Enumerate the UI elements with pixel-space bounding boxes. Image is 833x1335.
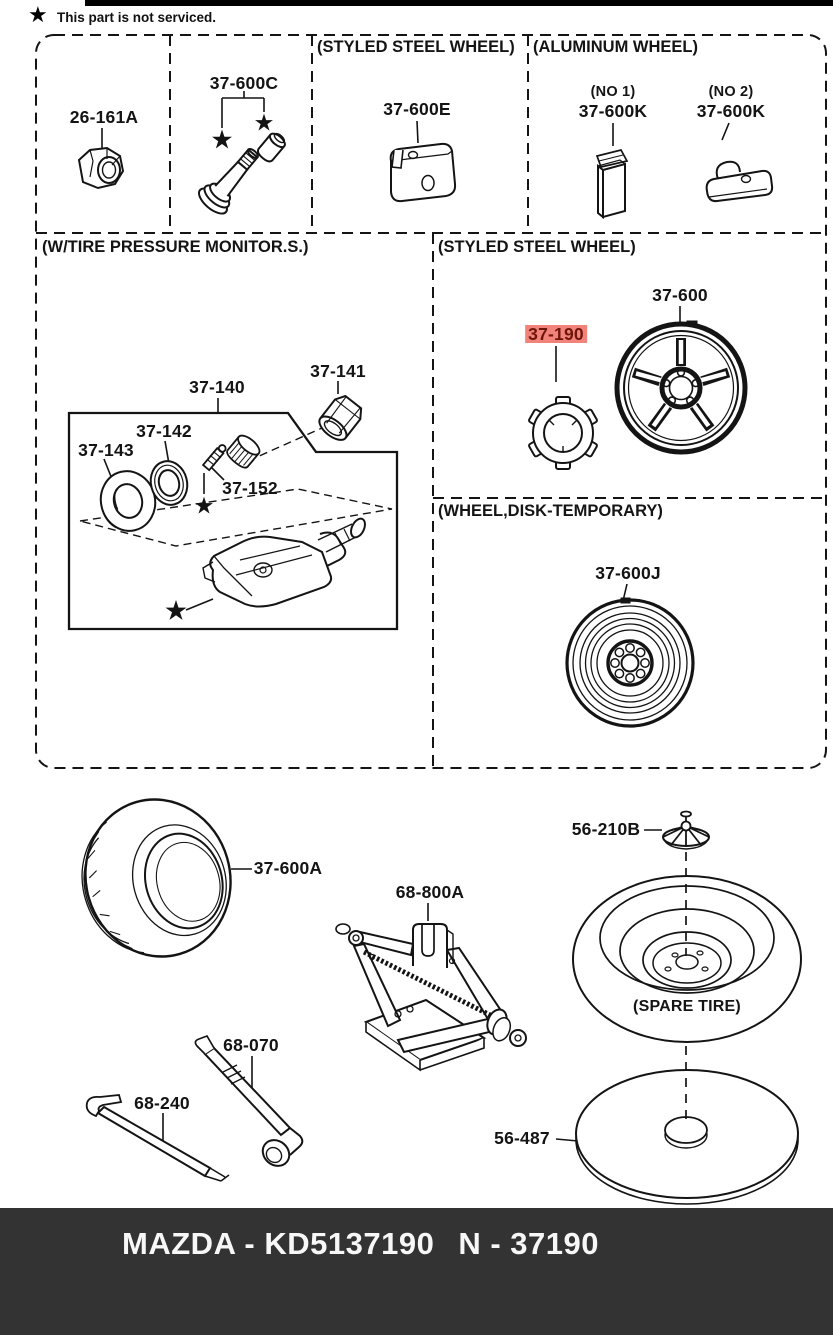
wrench-drawing — [195, 1036, 302, 1171]
part-label-56-210B[interactable]: 56-210B — [571, 819, 641, 839]
sensor-cap-drawing — [315, 392, 365, 444]
footer-bar — [0, 1208, 833, 1335]
spare-tire-drawing — [573, 876, 801, 1042]
lug-nut-drawing — [79, 148, 123, 188]
part-label-68-070[interactable]: 68-070 — [223, 1035, 279, 1055]
temporary-wheel-drawing — [567, 598, 693, 726]
part-label-37-600J[interactable]: 37-600J — [595, 563, 661, 583]
part-label-37-600K-no1[interactable]: 37-600K — [578, 101, 648, 121]
part-label-37-142[interactable]: 37-142 — [136, 421, 192, 441]
tire-drawing — [64, 782, 249, 975]
part-label-37-600[interactable]: 37-600 — [652, 285, 708, 305]
part-label-68-240[interactable]: 68-240 — [134, 1093, 190, 1113]
part-label-37-600E[interactable]: 37-600E — [383, 99, 451, 119]
part-label-37-141[interactable]: 37-141 — [310, 361, 366, 381]
legend-text: This part is not serviced. — [57, 10, 217, 25]
section-title-styled-steel-wheel-top: (STYLED STEEL WHEEL) — [317, 38, 515, 56]
star-icon — [255, 114, 273, 131]
valve-stem-drawing — [195, 130, 288, 218]
jack-drawing — [336, 924, 526, 1070]
part-label-68-800A[interactable]: 68-800A — [395, 882, 465, 902]
part-label-37-140[interactable]: 37-140 — [189, 377, 245, 397]
tpms-sensor-drawing — [203, 516, 368, 606]
stickon-weight-no1-drawing — [597, 150, 627, 217]
section-title-temporary-wheel: (WHEEL,DISK-TEMPORARY) — [438, 502, 663, 520]
footer-text — [122, 1226, 599, 1262]
footer-part-ref: N - 37190 — [458, 1226, 599, 1261]
part-label-37-152[interactable]: 37-152 — [222, 478, 278, 498]
star-icon — [195, 497, 213, 514]
part-label-37-600K-no2[interactable]: 37-600K — [696, 101, 766, 121]
part-label-37-600A[interactable]: 37-600A — [253, 858, 323, 878]
alloy-wheel-drawing — [617, 321, 745, 452]
footer-catalog-code: MAZDA - KD5137190 — [122, 1226, 435, 1261]
hub-cap-drawing — [528, 397, 597, 469]
cover-board-drawing — [576, 1070, 798, 1204]
star-icon — [212, 130, 232, 149]
part-label-37-190-highlighted[interactable]: 37-190 — [525, 325, 587, 343]
variant-label-no1: (NO 1) — [590, 84, 636, 100]
variant-label-no2: (NO 2) — [708, 84, 754, 100]
clipon-weight-no2-drawing — [707, 162, 772, 201]
balance-weight-drawing — [391, 144, 455, 201]
part-label-37-143[interactable]: 37-143 — [78, 440, 134, 460]
section-title-tpms: (W/TIRE PRESSURE MONITOR.S.) — [42, 238, 309, 256]
section-title-aluminum-wheel: (ALUMINUM WHEEL) — [533, 38, 698, 56]
valve-core-drawing — [202, 432, 262, 471]
part-label-26-161A[interactable]: 26-161A — [69, 107, 139, 127]
section-title-styled-steel-wheel-mid: (STYLED STEEL WHEEL) — [438, 238, 636, 256]
not-serviced-star-icon: ★ — [28, 2, 48, 27]
caption-spare-tire: (SPARE TIRE) — [633, 998, 741, 1015]
part-label-37-600C[interactable]: 37-600C — [209, 73, 279, 93]
part-label-56-487[interactable]: 56-487 — [494, 1128, 550, 1148]
spare-retainer-drawing — [663, 812, 709, 850]
star-icon — [166, 600, 187, 620]
